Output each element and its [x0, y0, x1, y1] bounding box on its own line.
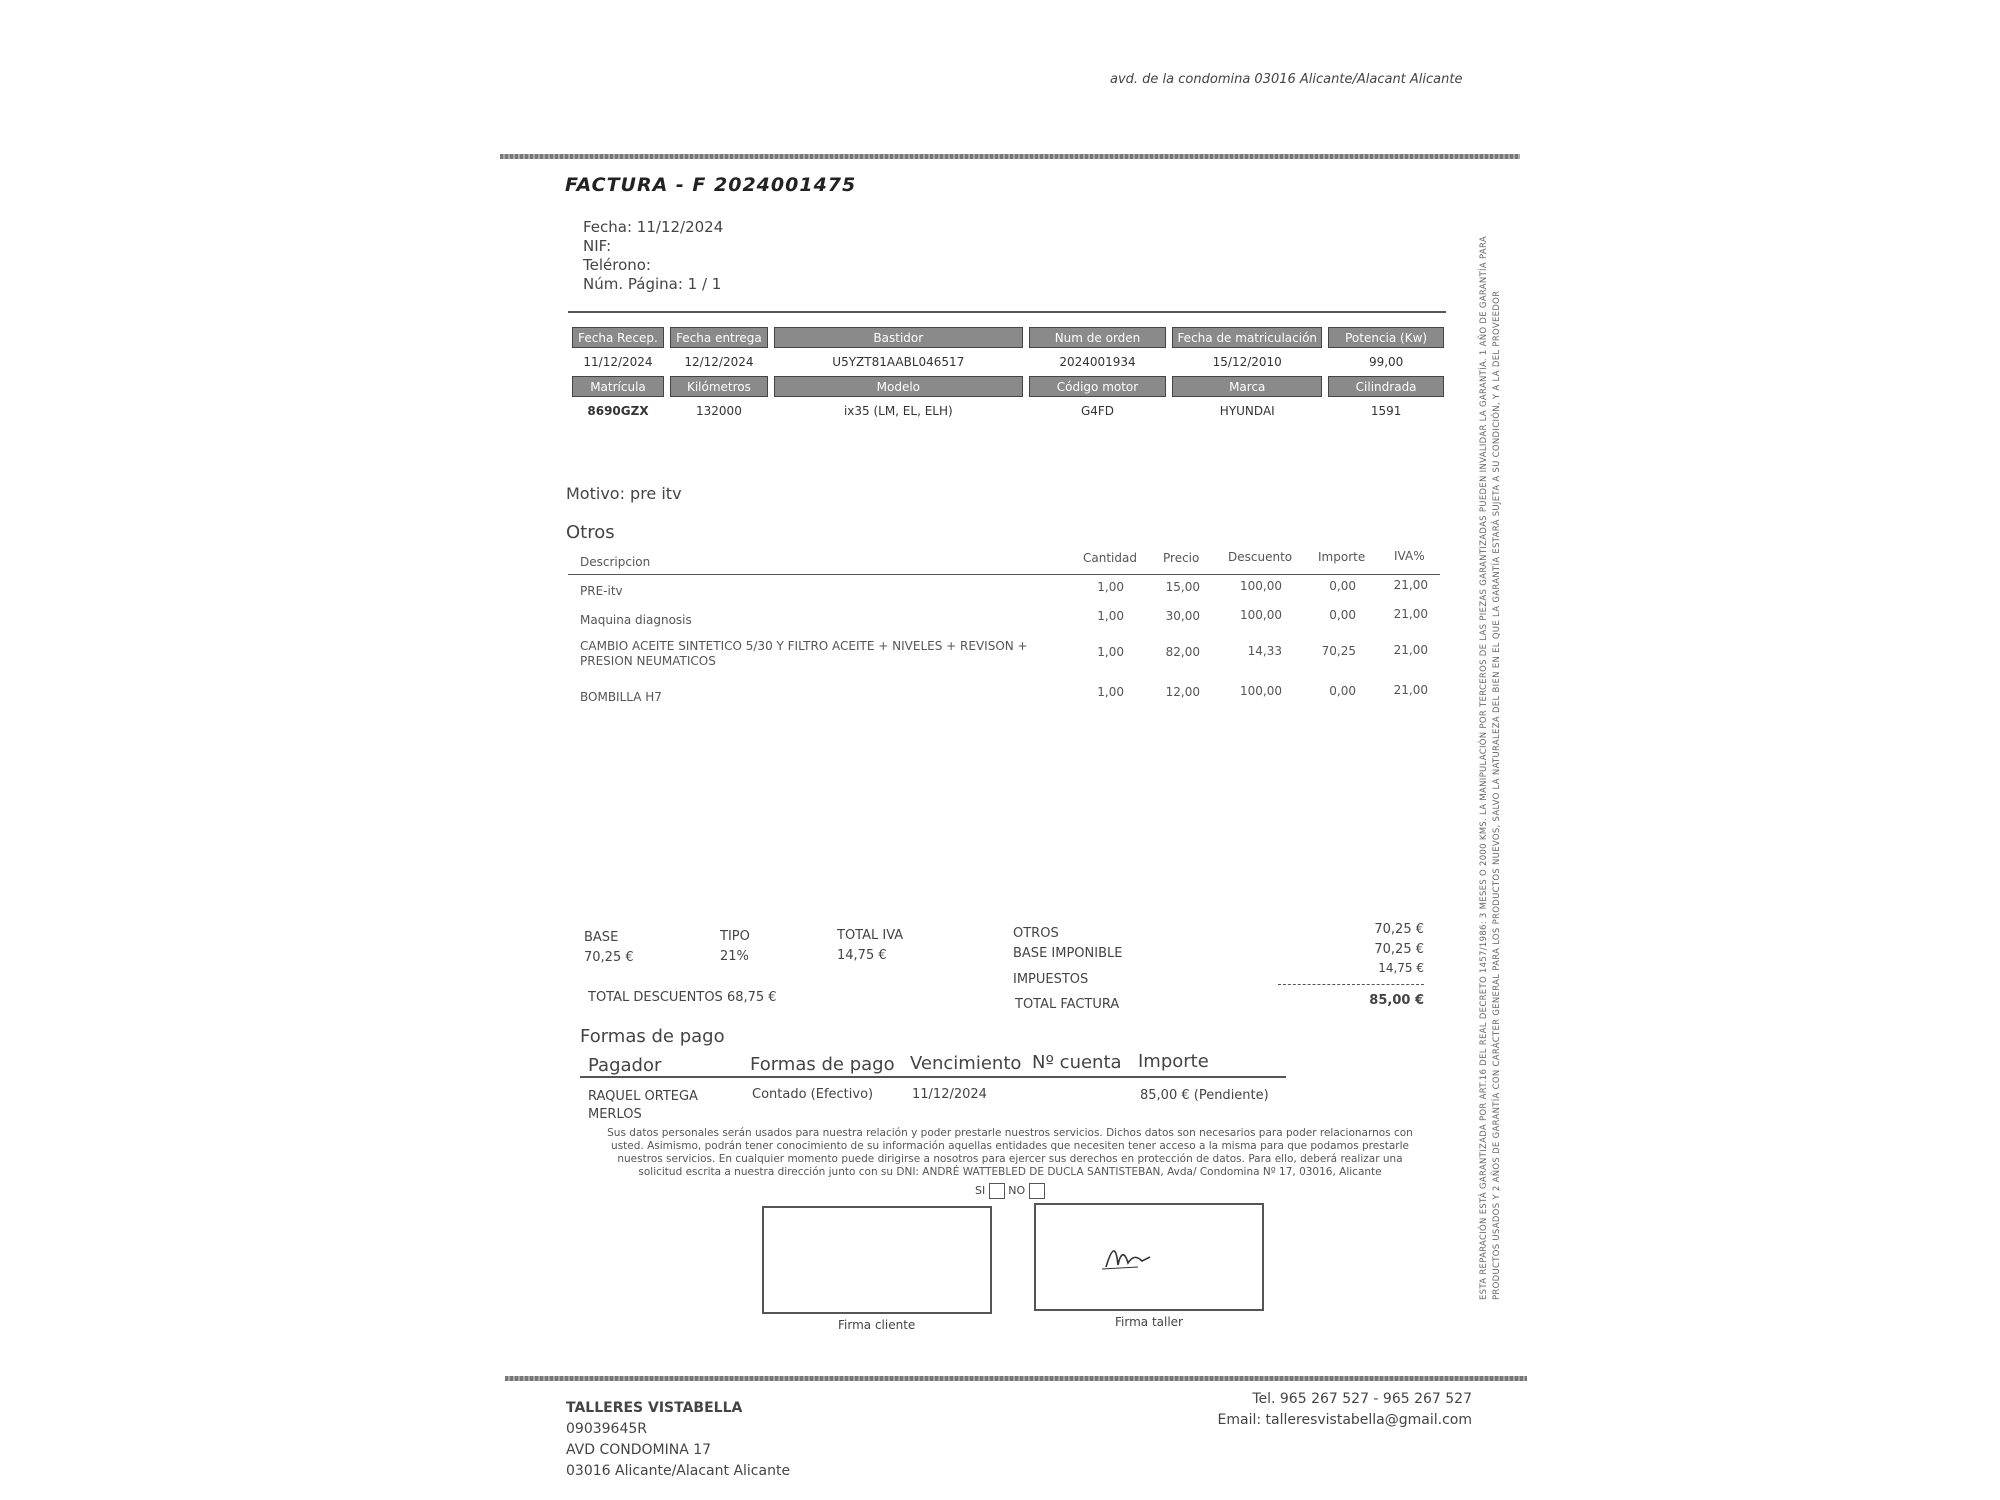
- base-imponible-value: 70,25 €: [1374, 942, 1424, 957]
- consent-si-checkbox[interactable]: [989, 1183, 1005, 1199]
- vehicle-header: Cilindrada: [1328, 376, 1444, 397]
- total-factura-label: TOTAL FACTURA: [1015, 997, 1120, 1012]
- item-cantidad: 1,00: [1097, 580, 1124, 594]
- col-descripcion: Descripcion: [580, 555, 651, 569]
- totals-divider: [1278, 984, 1424, 986]
- footer-city: 03016 Alicante/Alacant Alicante: [566, 1463, 791, 1479]
- payment-col-formas: Formas de pago: [750, 1054, 895, 1075]
- vehicle-header: Fecha Recep.: [572, 327, 664, 348]
- consent-no-checkbox[interactable]: [1029, 1183, 1045, 1199]
- footer-company: TALLERES VISTABELLA: [566, 1400, 743, 1416]
- payment-importe: 85,00 € (Pendiente): [1140, 1088, 1269, 1103]
- otros-value: 70,25 €: [1374, 922, 1424, 937]
- item-importe: 0,00: [1329, 684, 1356, 698]
- vehicle-value: 2024001934: [1059, 355, 1136, 369]
- vehicle-header: Potencia (Kw): [1328, 327, 1444, 348]
- consent-si-label: SI: [975, 1184, 986, 1197]
- vehicle-value: 99,00: [1368, 355, 1404, 369]
- vehicle-value: 11/12/2024: [583, 355, 653, 369]
- payment-formas: Contado (Efectivo): [752, 1087, 874, 1102]
- item-descuento: 100,00: [1240, 684, 1282, 698]
- payment-col-importe: Importe: [1138, 1051, 1209, 1072]
- otros-label: OTROS: [1013, 926, 1059, 941]
- item-importe: 0,00: [1329, 608, 1356, 622]
- total-descuentos: TOTAL DESCUENTOS 68,75 €: [588, 990, 777, 1005]
- header-address: avd. de la condomina 03016 Alicante/Alacant Alicante: [1110, 72, 1463, 87]
- vehicle-table: [566, 324, 1450, 425]
- col-descuento: Descuento: [1228, 550, 1293, 564]
- payment-col-vencimiento: Vencimiento: [910, 1053, 1022, 1074]
- invoice-nif: NIF:: [583, 237, 612, 255]
- otros-title: Otros: [566, 522, 615, 543]
- invoice-title: FACTURA - F 2024001475: [565, 174, 857, 196]
- payment-col-cuenta: Nº cuenta: [1032, 1052, 1122, 1073]
- vehicle-value: 15/12/2010: [1212, 355, 1282, 369]
- invoice-date: Fecha: 11/12/2024: [583, 218, 724, 236]
- invoice-meta: [583, 218, 723, 294]
- item-iva: 21,00: [1393, 643, 1428, 657]
- impuestos-label: IMPUESTOS: [1013, 972, 1089, 987]
- bottom-divider: [505, 1376, 1527, 1381]
- vehicle-value: 12/12/2024: [684, 355, 754, 369]
- footer-address: AVD CONDOMINA 17: [566, 1442, 712, 1458]
- invoice-page: Núm. Página: 1 / 1: [583, 275, 722, 293]
- consent-no-label: NO: [1008, 1184, 1026, 1197]
- item-cantidad: 1,00: [1097, 609, 1124, 623]
- vehicle-value-row-2: [572, 400, 1444, 422]
- footer-email: Email: talleresvistabella@gmail.com: [1217, 1412, 1472, 1428]
- item-descuento: 100,00: [1240, 579, 1282, 593]
- item-precio: 15,00: [1165, 580, 1200, 594]
- payment-col-pagador: Pagador: [588, 1055, 662, 1076]
- client-signature-label: Firma cliente: [838, 1318, 916, 1332]
- tax-base-value: 70,25 €: [584, 950, 634, 965]
- tax-total-iva-label: TOTAL IVA: [837, 928, 904, 943]
- warranty-notice: ESTA REPARACIÓN ESTÁ GARANTIZADA POR ART.16 DEL REAL DECRETO 1457/1986: 3 MESES O 2000 KMS. LA MANIPULACIÓN POR TERCEROS DE LAS PIEZAS GARANTIZADAS PUEDEN INVALIDAR LA GARANTÍA. 1 AÑO DE GARANTÍA PARA PRODUCTOS USADOS Y 2 AÑOS DE GARANTÍA CON CARÁCTER GENERAL PARA LOS PRODUCTOS NUEVOS, SALVO LA NATURALEZA DEL BIEN EN EL QUE LA GARANTÍA ESTARÁ SUJETA A SU CONDICIÓN, Y A LA DEL PROVEEDOR: [1479, 236, 1502, 1300]
- col-precio: Precio: [1163, 551, 1200, 565]
- item-cantidad: 1,00: [1097, 685, 1124, 699]
- item-descripcion: Maquina diagnosis: [580, 613, 692, 627]
- vehicle-value: G4FD: [1080, 404, 1115, 418]
- tax-total-iva-value: 14,75 €: [837, 948, 887, 963]
- item-precio: 12,00: [1165, 685, 1200, 699]
- item-precio: 82,00: [1165, 645, 1200, 659]
- items-divider: [568, 574, 1440, 575]
- workshop-signature-label: Firma taller: [1115, 1315, 1183, 1329]
- item-descuento: 100,00: [1240, 608, 1282, 622]
- impuestos-value: 14,75 €: [1378, 961, 1424, 975]
- vehicle-header: Fecha entrega: [670, 327, 768, 348]
- total-factura-value: 85,00 €: [1369, 993, 1424, 1008]
- footer-cif: 09039645R: [566, 1421, 647, 1437]
- item-cantidad: 1,00: [1097, 645, 1124, 659]
- item-precio: 30,00: [1165, 609, 1200, 623]
- vehicle-header: Código motor: [1029, 376, 1167, 397]
- tax-tipo-value: 21%: [720, 949, 749, 964]
- vehicle-value-row-1: [572, 351, 1444, 373]
- consent-options: [975, 1183, 1045, 1199]
- vehicle-value: ix35 (LM, EL, ELH): [843, 404, 953, 418]
- vehicle-header-row-1: [572, 327, 1444, 348]
- vehicle-header: Kilómetros: [670, 376, 768, 397]
- footer-company-block: [566, 1398, 790, 1482]
- item-descuento: 14,33: [1247, 644, 1282, 658]
- payment-title: Formas de pago: [580, 1026, 725, 1047]
- vehicle-plate: 8690GZX: [587, 404, 649, 418]
- col-importe: Importe: [1318, 550, 1366, 564]
- workshop-signature-box[interactable]: [1034, 1203, 1264, 1311]
- item-iva: 21,00: [1393, 683, 1428, 697]
- tax-tipo-label: TIPO: [720, 929, 750, 944]
- item-importe: 0,00: [1329, 579, 1356, 593]
- vehicle-value: 1591: [1370, 404, 1402, 418]
- item-iva: 21,00: [1393, 578, 1428, 592]
- footer-phone: Tel. 965 267 527 - 965 267 527: [1252, 1391, 1472, 1407]
- item-descripcion: BOMBILLA H7: [580, 690, 662, 704]
- tax-base-label: BASE: [584, 930, 619, 945]
- vehicle-header: Matrícula: [572, 376, 664, 397]
- vehicle-header: Modelo: [774, 376, 1023, 397]
- vehicle-value: HYUNDAI: [1219, 404, 1275, 418]
- signature-scribble: [1098, 1237, 1158, 1277]
- payment-divider: [580, 1076, 1286, 1078]
- col-iva: IVA%: [1394, 549, 1425, 563]
- vehicle-header: Marca: [1172, 376, 1322, 397]
- item-iva: 21,00: [1393, 607, 1428, 621]
- vehicle-value: 132000: [696, 404, 742, 418]
- vehicle-header: Bastidor: [774, 327, 1023, 348]
- item-importe: 70,25: [1321, 644, 1356, 658]
- payment-pagador: RAQUEL ORTEGA MERLOS: [588, 1089, 698, 1122]
- vehicle-value: U5YZT81AABL046517: [832, 355, 965, 369]
- meta-divider: [568, 311, 1446, 313]
- item-descripcion: CAMBIO ACEITE SINTETICO 5/30 Y FILTRO ACEITE + NIVELES + REVISON + PRESION NEUMATICOS: [580, 639, 1028, 668]
- item-descripcion: PRE-itv: [580, 584, 623, 598]
- client-signature-box[interactable]: [762, 1206, 992, 1314]
- vehicle-header: Fecha de matriculación: [1172, 327, 1322, 348]
- vehicle-header-row-2: [572, 376, 1444, 397]
- footer-contact-block: [1100, 1389, 1472, 1431]
- payment-vencimiento: 11/12/2024: [912, 1087, 987, 1102]
- invoice-phone: Telérono:: [583, 256, 651, 274]
- vehicle-header: Num de orden: [1029, 327, 1167, 348]
- privacy-notice: Sus datos personales serán usados para nuestra relación y poder prestarle nuestros servicios. Dichos datos son necesarios para poder relacionarnos con usted. Asimismo, podrán tener conocimiento de su información aquellas entidades que necesiten tener acceso a la misma para que podamos prestarle nuestros servicios. En cualquier momento puede dirigirse a nosotros para ejercer sus derechos en protección de datos. Para ello, deberá realizar una solicitud escrita a nuestra dirección junto con su DNI: ANDRÉ WATTEBLED DE DUCLA SANTISTEBAN, Avda/ Condomina Nº 17, 03016, Alicante: [607, 1127, 1413, 1178]
- col-cantidad: Cantidad: [1083, 551, 1137, 565]
- top-divider: [500, 154, 1520, 159]
- base-imponible-label: BASE IMPONIBLE: [1013, 946, 1123, 961]
- motivo: Motivo: pre itv: [566, 484, 682, 503]
